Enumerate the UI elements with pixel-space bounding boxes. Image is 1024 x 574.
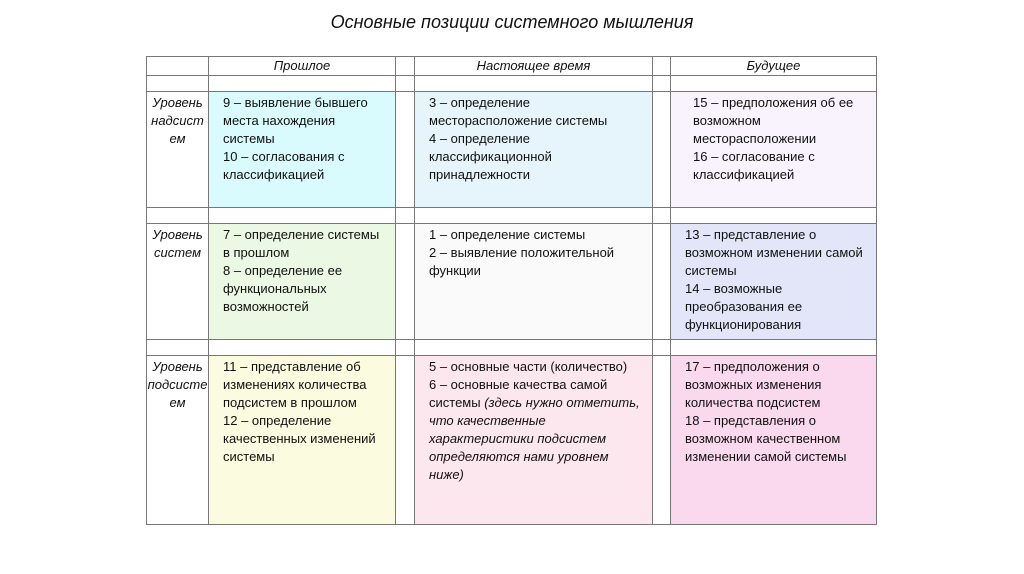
header-present: Настоящее время: [415, 57, 653, 76]
cell-supersystems-future: 15 – предположения об ее возможном месторасположении 16 – согласование с классификацией: [671, 92, 877, 208]
positions-table: [146, 56, 877, 525]
spacer-row: [147, 340, 877, 356]
row-systems: [147, 224, 877, 340]
row-subsystems: [147, 356, 877, 525]
spacer-row: [147, 208, 877, 224]
spacer-row: [147, 76, 877, 92]
level-label-systems: Уровень систем: [147, 224, 209, 340]
level-label-supersystems: Уровень надсист ем: [147, 92, 209, 208]
header-row: [147, 57, 877, 76]
cell-systems-future: 13 – представление о возможном изменении самой системы 14 – возможные преобразования ее функционирования: [671, 224, 877, 340]
cell-subsystems-past: 11 – представление об изменениях количества подсистем в прошлом 12 – определение качественных изменений системы: [209, 356, 396, 525]
cell-systems-past: 7 – определение системы в прошлом 8 – определение ее функциональных возможностей: [209, 224, 396, 340]
level-label-subsystems: Уровень подсисте ем: [147, 356, 209, 525]
cell-subsystems-present: 5 – основные части (количество) 6 – основные качества самой системы (здесь нужно отметить, что качественные характеристики подсистем определяются нами уровнем ниже): [415, 356, 653, 525]
row-supersystems: [147, 92, 877, 208]
header-future: Будущее: [671, 57, 877, 76]
cell-subsystems-future: 17 – предположения о возможных изменения количества подсистем 18 – представления о возможном качественном изменении самой системы: [671, 356, 877, 525]
cell-systems-present: 1 – определение системы 2 – выявление положительной функции: [415, 224, 653, 340]
cell-supersystems-past: 9 – выявление бывшего места нахождения системы 10 – согласования с классификацией: [209, 92, 396, 208]
present-note: (здесь нужно отметить, что качественные характеристики подсистем определяются нами уровнем ниже): [429, 395, 640, 482]
header-past: Прошлое: [209, 57, 396, 76]
cell-supersystems-present: 3 – определение месторасположение системы 4 – определение классификационной принадлежности: [415, 92, 653, 208]
page-title: Основные позиции системного мышления: [330, 12, 694, 32]
